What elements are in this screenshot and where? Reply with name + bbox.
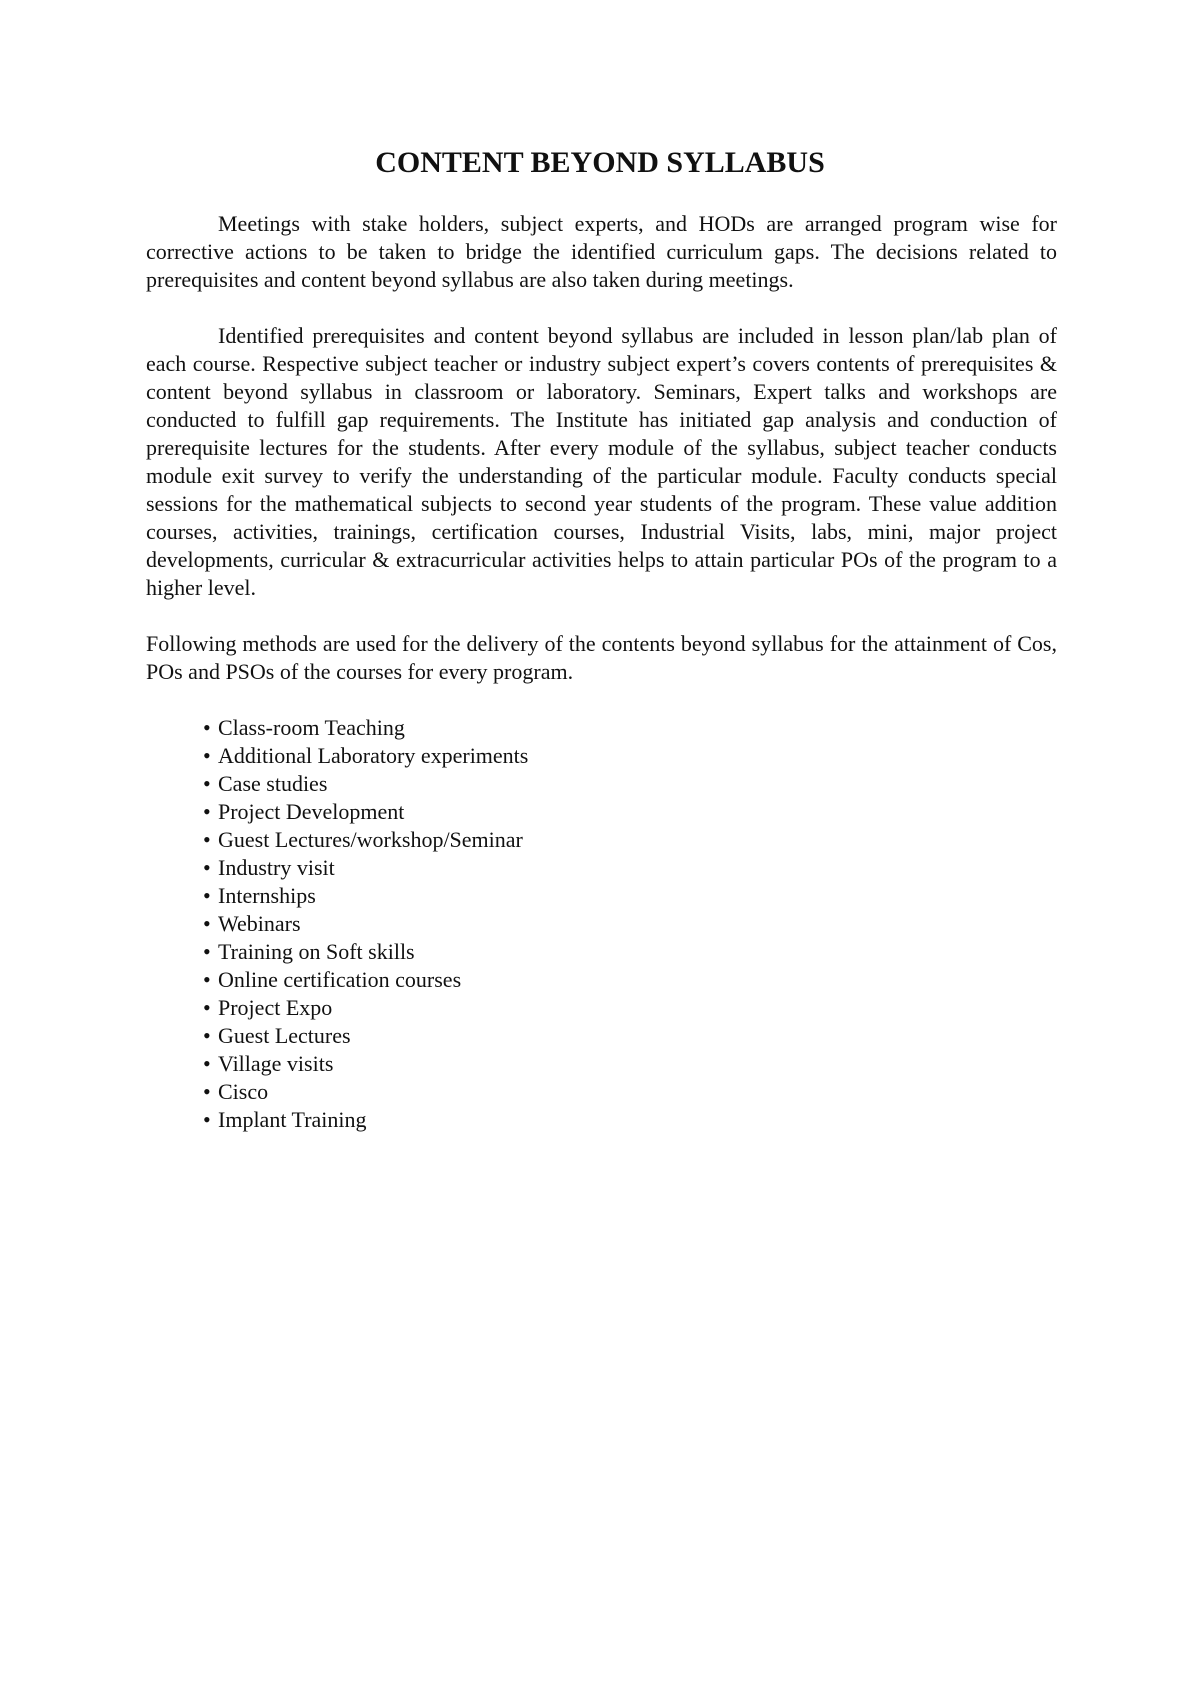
bullet-icon: • — [203, 911, 211, 936]
list-item-label: Implant Training — [218, 1107, 367, 1132]
list-item — [203, 770, 1057, 798]
list-item-label: Training on Soft skills — [218, 939, 415, 964]
list-item-label: Guest Lectures — [218, 1023, 351, 1048]
list-item — [203, 826, 1057, 854]
bullet-icon: • — [203, 799, 211, 824]
list-item — [203, 910, 1057, 938]
list-item-label: Project Expo — [218, 995, 333, 1020]
bullet-icon: • — [203, 883, 211, 908]
bullet-icon: • — [203, 939, 211, 964]
bullet-icon: • — [203, 1107, 211, 1132]
bullet-icon: • — [203, 855, 211, 880]
list-item — [203, 798, 1057, 826]
bullet-icon: • — [203, 743, 211, 768]
methods-list — [146, 714, 1057, 1134]
list-item — [203, 742, 1057, 770]
list-item — [203, 1050, 1057, 1078]
list-item — [203, 1022, 1057, 1050]
bullet-icon: • — [203, 1079, 211, 1104]
paragraph-prerequisites: Identified prerequisites and content beyond syllabus are included in lesson plan/lab plan of each course. Respective subject teacher or industry subject expert’s covers contents of prerequisites & content beyond syllabus in classroom or laboratory. Seminars, Expert talks and workshops are conducted to fulfill gap requirements. The Institute has initiated gap analysis and conduction of prerequisite lectures for the students. After every module of the syllabus, subject teacher conducts module exit survey to verify the understanding of the particular module. Faculty conducts special sessions for the mathematical subjects to second year students of the program. These value addition courses, activities, trainings, certification courses, Industrial Visits, labs, mini, major project developments, curricular & extracurricular activities helps to attain particular POs of the program to a higher level. — [146, 323, 1057, 600]
list-item-label: Case studies — [218, 771, 328, 796]
bullet-icon: • — [203, 771, 211, 796]
bullet-icon: • — [203, 995, 211, 1020]
list-item-label: Class-room Teaching — [218, 715, 405, 740]
list-item — [203, 1078, 1057, 1106]
list-item-label: Guest Lectures/workshop/Seminar — [218, 827, 523, 852]
bullet-icon: • — [203, 1023, 211, 1048]
list-item-label: Cisco — [218, 1079, 269, 1104]
list-item — [203, 966, 1057, 994]
list-item — [203, 938, 1057, 966]
list-item-label: Industry visit — [218, 855, 335, 880]
list-item-label: Additional Laboratory experiments — [218, 743, 529, 768]
list-item — [203, 854, 1057, 882]
paragraph-meetings: Meetings with stake holders, subject experts, and HODs are arranged program wise for corrective actions to be taken to bridge the identified curriculum gaps. The decisions related to prerequisites and content beyond syllabus are also taken during meetings. — [146, 211, 1057, 292]
paragraph-methods-intro: Following methods are used for the delivery of the contents beyond syllabus for the attainment of Cos, POs and PSOs of the courses for every program. — [146, 631, 1057, 684]
bullet-icon: • — [203, 827, 211, 852]
list-item-label: Village visits — [218, 1051, 334, 1076]
bullet-icon: • — [203, 715, 211, 740]
list-item — [203, 994, 1057, 1022]
list-item-label: Project Development — [218, 799, 405, 824]
list-item-label: Webinars — [218, 911, 301, 936]
list-item-label: Online certification courses — [218, 967, 462, 992]
document-body — [146, 210, 1057, 1134]
page-title: CONTENT BEYOND SYLLABUS — [375, 146, 825, 179]
bullet-icon: • — [203, 1051, 211, 1076]
list-item — [203, 714, 1057, 742]
list-item — [203, 882, 1057, 910]
list-item-label: Internships — [218, 883, 316, 908]
bullet-icon: • — [203, 967, 211, 992]
list-item — [203, 1106, 1057, 1134]
